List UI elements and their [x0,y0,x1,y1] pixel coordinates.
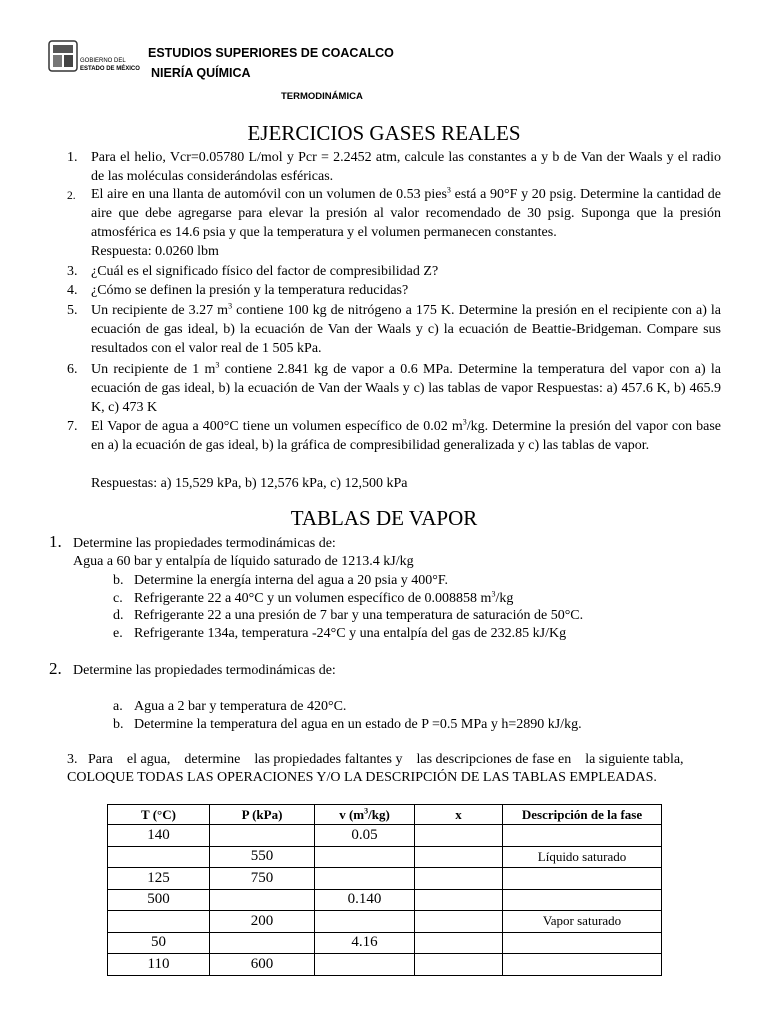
item-number: 4. [67,283,78,298]
item-number: 1. [67,150,78,165]
subject-heading: TERMODINÁMICA [281,91,363,102]
state-seal-logo [48,40,78,72]
cell-specific-volume: 0.05 [315,825,415,847]
subitem-label: b. [113,717,124,732]
cell-temperature: 125 [108,868,210,890]
subitem-label: a. [113,699,123,714]
question-1-item-d: Refrigerante 22 a una presión de 7 bar y una temperatura de saturación de 50°C. [134,608,584,623]
exercise-5: Un recipiente de 3.27 $m^3$ contiene 100 kg de nitrógeno a 175 K. Determine la presión en el recipiente con a) la ecuación de gas ideal, b) la ecuación de Van der Waals y c) la ecuación de Beattie-Bridgeman. Compare sus resultados con el valor real de 1 505 kPa. [91,301,721,356]
cell-temperature: 140 [108,825,210,847]
subitem-label: c. [113,591,123,606]
subitem-label: b. [113,573,124,588]
logo-line1: GOBIERNO DEL [80,58,126,64]
cell-temperature [108,846,210,868]
question-2-item-a: Agua a 2 bar y temperatura de 420°C. [134,699,347,714]
exercise-7: El Vapor de agua a 400°C tiene un volumen específico de 0.02 $m^3/kg$. Determine la presión del vapor con base en a) la ecuación de gas ideal, b) la gráfica de compresibilidad generalizada y c) las tablas de vapor. [91,417,722,453]
logo-caption [80,57,140,73]
logo-line2: ESTADO DE MÉXICO [80,66,140,72]
cell-phase-description [503,825,662,847]
section-title-vapor: TABLAS DE VAPOR [290,506,478,530]
cell-quality [415,889,503,911]
exercise-1: Para el helio, Vcr=0.05780 L/mol y Pcr = 2.2452 atm, calcule las constantes a y b de Van der Waals y el radio de las moléculas considerándolas esféricas. [91,150,721,184]
item-number: 7. [67,419,78,434]
question-1-item-e: Refrigerante 134a, temperatura -24°C y una entalpía del gas de 232.85 kJ/Kg [134,626,567,641]
cell-phase-description [503,954,662,976]
question-number: 2. [49,659,62,678]
school-name: ESTUDIOS SUPERIORES DE COACALCO [148,46,394,60]
cell-quality [415,825,503,847]
header-specific-volume: v $(m^3/kg)$ [315,805,415,825]
cell-specific-volume [315,954,415,976]
exercise-2-answer: Respuesta: 0.0260 lbm [91,244,219,259]
cell-specific-volume: 0.140 [315,889,415,911]
cell-specific-volume [315,846,415,868]
question-1-item-c: Refrigerante 22 a 40°C y un volumen específico de 0.008858 $m^3/kg$ [134,589,514,606]
table-row [108,954,662,976]
exercise-7-answer: Respuestas: a) 15,529 kPa, b) 12,576 kPa, c) 12,500 kPa [91,476,408,491]
question-1-item-a: Agua a 60 bar y entalpía de líquido saturado de 1213.4 kJ/kg [73,554,414,569]
subitem-label: d. [113,608,124,623]
cell-temperature: 50 [108,932,210,954]
cell-pressure [210,825,315,847]
cell-specific-volume: 4.16 [315,932,415,954]
question-number: 1. [49,532,62,551]
school-department: NIERÍA QUÍMICA [151,66,251,80]
question-3-line1: 3. Para el agua, determine las propiedades faltantes y las descripciones de fase en la siguiente tabla, [67,752,684,767]
table-row [108,825,662,847]
item-number: 3. [67,264,78,279]
table-row [108,868,662,890]
header-quality: x [415,805,503,825]
cell-temperature [108,911,210,933]
header-temperature: T (°C) [108,805,210,825]
cell-quality [415,846,503,868]
item-number: 5. [67,303,78,318]
question-3-line2: COLOQUE TODAS LAS OPERACIONES Y/O LA DESCRIPCIÓN DE LAS TABLAS EMPLEADAS. [67,770,657,785]
cell-temperature: 500 [108,889,210,911]
exercise-6: Un recipiente de 1 $m^3$ contiene 2.841 kg de vapor a 0.6 MPa. Determine la temperatura del vapor con a) la ecuación de gas ideal, b) la ecuación de Van der Waals y c) las tablas de vapor Respuestas: a) 457.6 K, b) 465.9 K, c) 473 K [91,360,721,415]
table-row [108,932,662,954]
cell-quality [415,932,503,954]
item-number: 6. [67,362,78,377]
exercise-2: El aire en una llanta de automóvil con un volumen de 0.53 pies$^3$ está a 90°F y 20 psig. Determine la cantidad de aire que debe agregarse para elevar la presión al valor recomendado de 30 psig. Suponga que la presión atmosférica es 14.6 psia y que la temperatura y el volumen permanecen constantes. [91,185,722,240]
cell-phase-description [503,868,662,890]
cell-phase-description [503,889,662,911]
question-1-item-b: Determine la energía interna del agua a 20 psia y 400°F. [134,573,449,588]
item-number: 2. [67,190,76,202]
table-row [108,889,662,911]
cell-quality [415,911,503,933]
cell-phase-description [503,932,662,954]
table-row [108,911,662,933]
cell-phase-description: Líquido saturado [503,846,662,868]
exercise-3: ¿Cuál es el significado físico del factor de compresibilidad Z? [91,264,439,279]
cell-quality [415,868,503,890]
cell-quality [415,954,503,976]
section-title-gases: EJERCICIOS GASES REALES [247,121,521,145]
cell-phase-description: Vapor saturado [503,911,662,933]
cell-pressure: 550 [210,846,315,868]
cell-temperature: 110 [108,954,210,976]
cell-pressure: 600 [210,954,315,976]
cell-pressure [210,889,315,911]
table-row [108,846,662,868]
cell-pressure: 200 [210,911,315,933]
cell-specific-volume [315,911,415,933]
header-phase-description: Descripción de la fase [503,805,662,825]
steam-properties-table [107,804,662,976]
question-2-intro: Determine las propiedades termodinámicas de: [73,663,336,678]
cell-specific-volume [315,868,415,890]
table-header-row [108,805,662,825]
question-1-intro: Determine las propiedades termodinámicas de: [73,536,336,551]
subitem-label: e. [113,626,123,641]
cell-pressure: 750 [210,868,315,890]
cell-pressure [210,932,315,954]
header-pressure: P (kPa) [210,805,315,825]
question-2-item-b: Determine la temperatura del agua en un estado de P =0.5 MPa y h=2890 kJ/kg. [134,717,582,732]
exercise-4: ¿Cómo se definen la presión y la temperatura reducidas? [91,283,409,298]
